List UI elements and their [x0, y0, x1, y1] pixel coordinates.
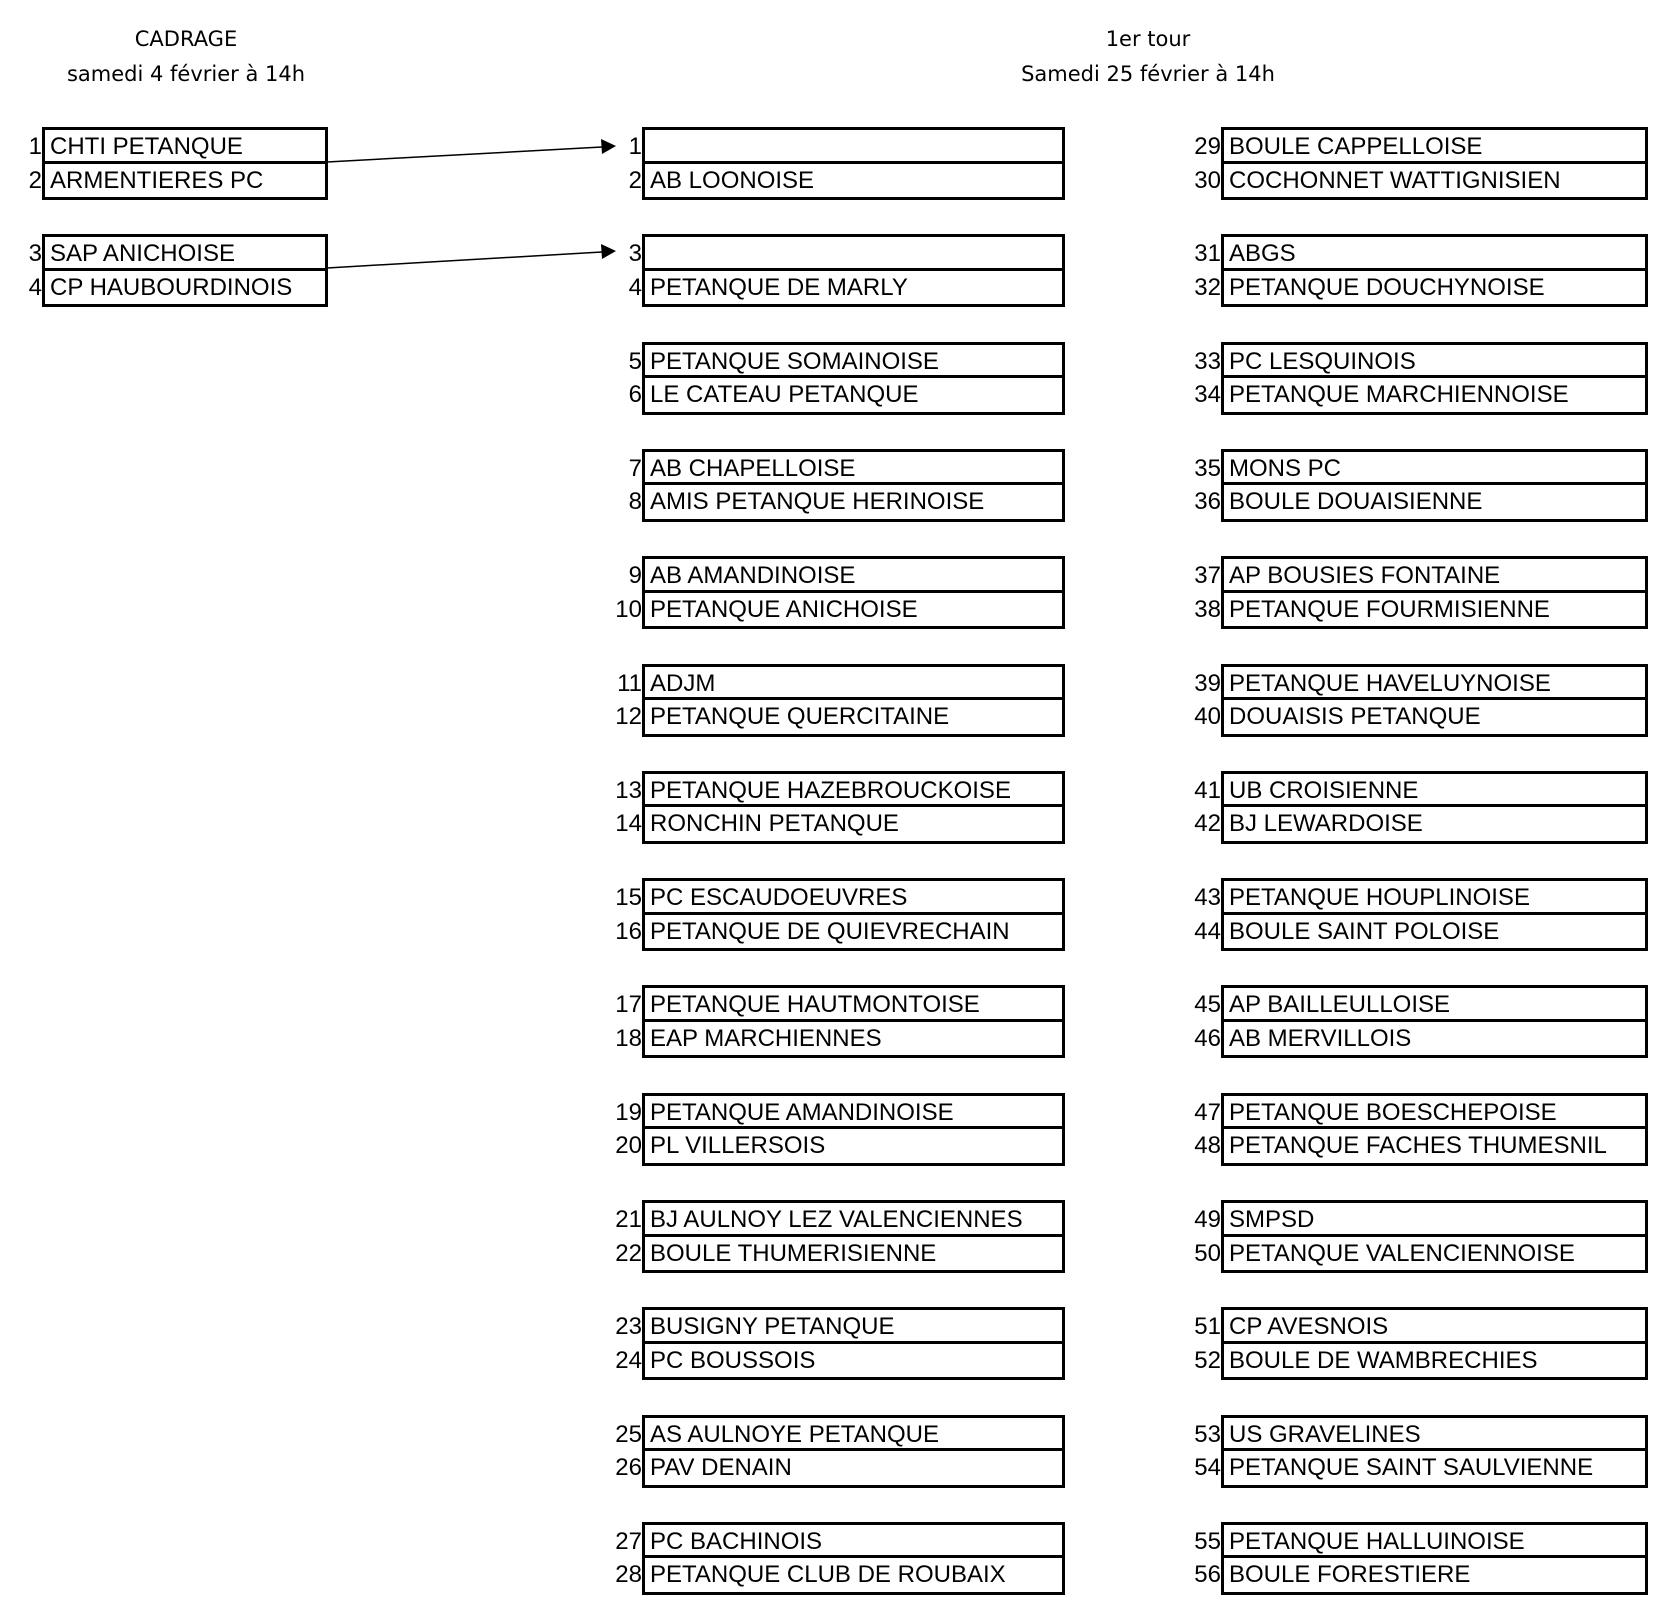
team-name: PETANQUE SOMAINOISE [650, 347, 939, 375]
seed-number: 41 [1194, 776, 1221, 804]
team-name: PETANQUE HOUPLINOISE [1229, 884, 1530, 912]
seed-number: 45 [1194, 991, 1221, 1019]
seed-number: 16 [615, 917, 642, 945]
seed-number: 12 [615, 703, 642, 730]
seed-number: 9 [628, 562, 642, 590]
connector-line [327, 252, 602, 268]
team-name: PETANQUE AMANDINOISE [650, 1098, 954, 1126]
team-name: PC ESCAUDOEUVRES [650, 884, 908, 912]
seed-number: 22 [615, 1239, 642, 1267]
seed-number: 19 [615, 1098, 642, 1126]
team-name: PETANQUE DOUCHYNOISE [1229, 273, 1545, 301]
seed-number: 5 [628, 347, 642, 375]
team-name: UB CROISIENNE [1229, 776, 1419, 804]
team-name: LE CATEAU PETANQUE [650, 381, 919, 409]
team-name: EAP MARCHIENNES [650, 1024, 882, 1052]
seed-number: 55 [1194, 1527, 1221, 1555]
team-name: PETANQUE MARCHIENNOISE [1229, 381, 1569, 409]
seed-number: 30 [1194, 166, 1221, 194]
team-name: PETANQUE SAINT SAULVIENNE [1229, 1454, 1594, 1482]
seed-number: 52 [1194, 1346, 1221, 1374]
team-name: AP BAILLEULLOISE [1229, 991, 1451, 1019]
seed-number: 24 [615, 1346, 642, 1374]
team-name: SAP ANICHOISE [50, 240, 235, 268]
seed-number: 51 [1194, 1313, 1221, 1341]
cadrage-title: CADRAGE [134, 27, 238, 51]
team-name: RONCHIN PETANQUE [650, 810, 899, 838]
seed-number: 20 [615, 1132, 642, 1160]
seed-number: 44 [1194, 917, 1221, 945]
team-name: ABGS [1229, 240, 1296, 268]
seed-number: 29 [1194, 133, 1221, 160]
team-name: PETANQUE FOURMISIENNE [1229, 595, 1550, 623]
seed-number: 54 [1194, 1454, 1221, 1482]
team-name: PETANQUE HAVELUYNOISE [1229, 669, 1551, 697]
seed-number: 3 [28, 240, 42, 268]
team-name: PETANQUE HALLUINOISE [1229, 1527, 1525, 1555]
team-name: BUSIGNY PETANQUE [650, 1313, 895, 1341]
team-name: BOULE FORESTIERE [1229, 1561, 1471, 1589]
arrowhead-icon [601, 139, 616, 154]
seed-number: 53 [1194, 1420, 1221, 1448]
team-name: AB CHAPELLOISE [650, 454, 856, 482]
seed-number: 1 [28, 133, 42, 160]
team-name: PETANQUE ANICHOISE [650, 595, 918, 623]
team-name: COCHONNET WATTIGNISIEN [1229, 166, 1561, 194]
team-name: AB MERVILLOIS [1229, 1024, 1412, 1052]
seed-number: 13 [615, 776, 642, 804]
team-name: DOUAISIS PETANQUE [1229, 703, 1481, 730]
seed-number: 18 [615, 1024, 642, 1052]
team-name: PETANQUE BOESCHEPOISE [1229, 1098, 1557, 1126]
team-name: ADJM [650, 669, 716, 697]
seed-number: 17 [615, 991, 642, 1019]
team-name: BJ AULNOY LEZ VALENCIENNES [650, 1206, 1023, 1233]
seed-number: 1 [628, 133, 642, 160]
seed-number: 3 [628, 240, 642, 268]
team-name: US GRAVELINES [1229, 1420, 1421, 1448]
seed-number: 32 [1194, 273, 1221, 301]
team-name: PAV DENAIN [650, 1454, 792, 1482]
team-name: CHTI PETANQUE [50, 133, 243, 160]
seed-number: 4 [28, 273, 42, 301]
team-name: AB LOONOISE [650, 166, 815, 194]
team-name: CP AVESNOIS [1229, 1313, 1389, 1341]
team-name: PETANQUE QUERCITAINE [650, 703, 950, 730]
seed-number: 34 [1194, 381, 1221, 409]
seed-number: 26 [615, 1454, 642, 1482]
team-name: PETANQUE VALENCIENNOISE [1229, 1239, 1575, 1267]
seed-number: 33 [1194, 347, 1221, 375]
team-name: BOULE THUMERISIENNE [650, 1239, 937, 1267]
team-name: PC BACHINOIS [650, 1527, 823, 1555]
first-round-title: 1er tour [1105, 27, 1191, 51]
team-name: PETANQUE CLUB DE ROUBAIX [650, 1561, 1006, 1589]
seed-number: 39 [1194, 669, 1221, 697]
seed-number: 25 [615, 1420, 642, 1448]
seed-number: 8 [628, 488, 642, 516]
seed-number: 37 [1194, 562, 1221, 590]
cadrage-date: samedi 4 février à 14h [66, 62, 306, 86]
team-name: PETANQUE DE QUIEVRECHAIN [650, 917, 1010, 945]
seed-number: 50 [1194, 1239, 1221, 1267]
seed-number: 42 [1194, 810, 1221, 838]
seed-number: 35 [1194, 454, 1221, 482]
team-name: PETANQUE HAZEBROUCKOISE [650, 776, 1011, 804]
seed-number: 2 [628, 166, 642, 194]
team-name: MONS PC [1229, 454, 1342, 482]
first-round-date: Samedi 25 février à 14h [1021, 62, 1275, 86]
team-name: CP HAUBOURDINOIS [50, 273, 293, 301]
team-name: PETANQUE HAUTMONTOISE [650, 991, 980, 1019]
team-name: BOULE DE WAMBRECHIES [1229, 1346, 1538, 1374]
seed-number: 49 [1194, 1206, 1221, 1233]
seed-number: 46 [1194, 1024, 1221, 1052]
seed-number: 14 [615, 810, 642, 838]
seed-number: 31 [1194, 240, 1221, 268]
team-name: AS AULNOYE PETANQUE [650, 1420, 939, 1448]
seed-number: 56 [1194, 1561, 1221, 1589]
seed-number: 48 [1194, 1132, 1221, 1160]
seed-number: 7 [628, 454, 642, 482]
team-name: AB AMANDINOISE [650, 562, 856, 590]
seed-number: 27 [615, 1527, 642, 1555]
team-name: AMIS PETANQUE HERINOISE [650, 488, 985, 516]
seed-number: 2 [28, 166, 42, 194]
team-name: PC LESQUINOIS [1229, 347, 1416, 375]
seed-number: 4 [628, 273, 642, 301]
team-name: PETANQUE DE MARLY [650, 273, 908, 301]
seed-number: 11 [617, 669, 642, 697]
team-name: BOULE CAPPELLOISE [1229, 133, 1483, 160]
seed-number: 40 [1194, 703, 1221, 730]
team-name: PL VILLERSOIS [650, 1132, 826, 1160]
seed-number: 28 [615, 1561, 642, 1589]
seed-number: 21 [615, 1206, 642, 1233]
team-name: BOULE SAINT POLOISE [1229, 917, 1500, 945]
seed-number: 15 [615, 884, 642, 912]
seed-number: 38 [1194, 595, 1221, 623]
seed-number: 6 [628, 381, 642, 409]
seed-number: 23 [615, 1313, 642, 1341]
seed-number: 47 [1194, 1098, 1221, 1126]
seed-number: 36 [1194, 488, 1221, 516]
team-name: PC BOUSSOIS [650, 1346, 816, 1374]
team-name: BJ LEWARDOISE [1229, 810, 1423, 838]
team-name: PETANQUE FACHES THUMESNIL [1229, 1132, 1607, 1160]
seed-number: 43 [1194, 884, 1221, 912]
seed-number: 10 [615, 595, 642, 623]
team-name: SMPSD [1229, 1206, 1315, 1233]
team-name: AP BOUSIES FONTAINE [1229, 562, 1501, 590]
arrowhead-icon [601, 244, 616, 259]
connector-line [327, 147, 602, 162]
team-name: ARMENTIERES PC [50, 166, 264, 194]
team-name: BOULE DOUAISIENNE [1229, 488, 1483, 516]
